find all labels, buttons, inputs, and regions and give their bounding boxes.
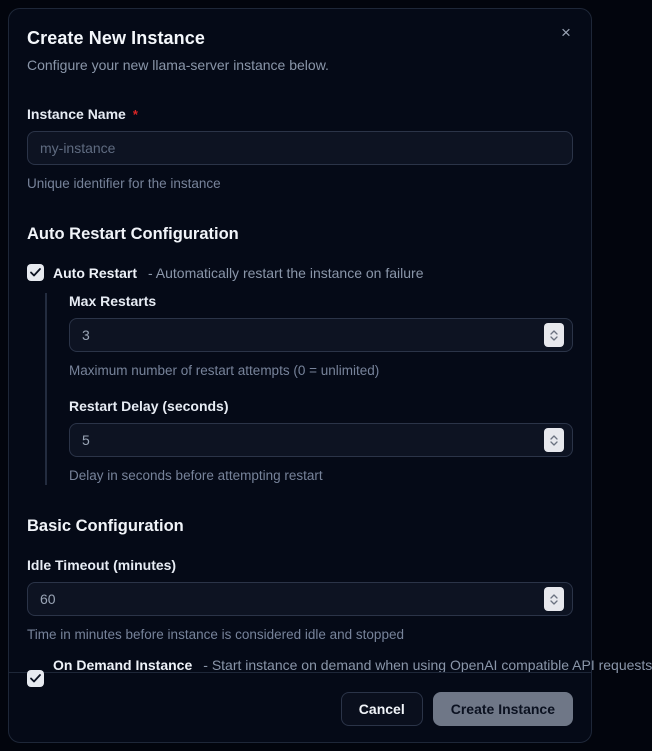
cancel-button[interactable]: Cancel <box>341 692 423 726</box>
dialog-footer <box>9 673 591 726</box>
idle-timeout-helper: Time in minutes before instance is considered idle and stopped <box>27 627 404 642</box>
auto-restart-subfields <box>45 293 573 485</box>
idle-timeout-input[interactable] <box>27 582 573 616</box>
dialog-title: Create New Instance <box>27 28 205 48</box>
auto-restart-label: Auto Restart <box>53 264 138 281</box>
required-asterisk: * <box>132 107 138 122</box>
instance-name-helper: Unique identifier for the instance <box>27 176 221 191</box>
chevron-up-icon <box>550 594 558 599</box>
max-restarts-input[interactable] <box>69 318 573 352</box>
restart-delay-helper: Delay in seconds before attempting restart <box>69 468 323 483</box>
chevron-down-icon <box>550 441 558 446</box>
max-restarts-stepper[interactable] <box>544 323 564 347</box>
auto-restart-description: - Automatically restart the instance on failure <box>148 264 424 281</box>
on-demand-checkbox[interactable] <box>27 670 44 687</box>
create-instance-dialog <box>8 8 652 743</box>
idle-timeout-label: Idle Timeout (minutes) <box>27 557 177 573</box>
chevron-up-icon <box>550 435 558 440</box>
restart-delay-input[interactable] <box>69 423 573 457</box>
on-demand-label: On Demand Instance <box>53 656 193 673</box>
idle-timeout-stepper[interactable] <box>544 587 564 611</box>
max-restarts-helper: Maximum number of restart attempts (0 = unlimited) <box>69 363 380 378</box>
chevron-up-icon <box>550 330 558 335</box>
close-icon[interactable]: × <box>555 21 577 43</box>
check-icon <box>30 268 41 277</box>
auto-restart-heading: Auto Restart Configuration <box>27 225 239 243</box>
basic-configuration-heading: Basic Configuration <box>27 517 184 535</box>
dialog-subtitle: Configure your new llama-server instance below. <box>27 57 329 73</box>
chevron-down-icon <box>550 336 558 341</box>
on-demand-description: - Start instance on demand when using OpenAI compatible API requests <box>203 656 652 673</box>
dialog-body <box>9 9 652 673</box>
on-demand-checkbox-row <box>27 656 652 673</box>
auto-restart-checkbox-row <box>27 264 573 281</box>
max-restarts-label: Max Restarts <box>69 293 157 309</box>
instance-name-label: Instance Name * <box>27 106 138 122</box>
auto-restart-checkbox[interactable] <box>27 264 44 281</box>
check-icon <box>30 674 41 683</box>
restart-delay-label: Restart Delay (seconds) <box>69 398 229 414</box>
restart-delay-stepper[interactable] <box>544 428 564 452</box>
create-instance-button[interactable]: Create Instance <box>433 692 573 726</box>
instance-name-input[interactable] <box>27 131 573 165</box>
chevron-down-icon <box>550 600 558 605</box>
